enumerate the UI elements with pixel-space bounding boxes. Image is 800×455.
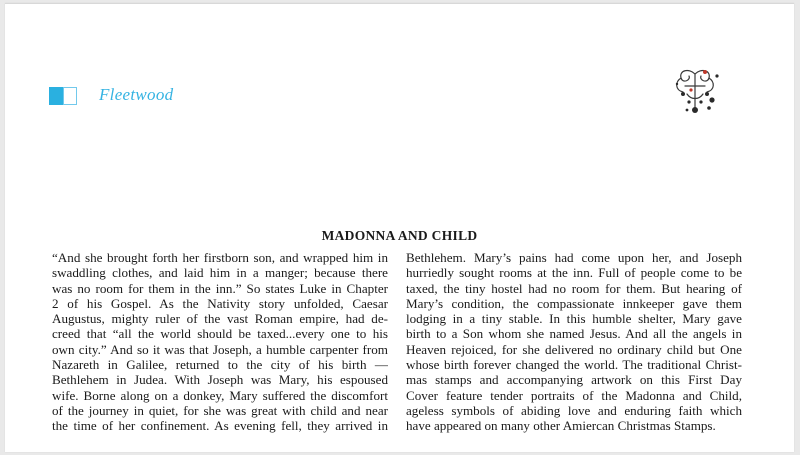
logo-mark-filled: [49, 87, 63, 105]
left-column-line: Augustus, mighty ruler of the vast Roman empire, had de-: [52, 311, 388, 327]
left-column-line: the time of her confinement. As evening fell, they arrived in: [52, 418, 388, 434]
right-column-line: Bethlehem. Mary’s pains had come upon her, and Joseph: [406, 250, 742, 265]
left-column-line: “And she brought forth her firstborn son, and wrapped him in: [52, 250, 388, 265]
article-column-left: [52, 250, 388, 434]
article-column-right: [406, 250, 742, 434]
left-column-line: was no room for them in the inn.” So states Luke in Chapter: [52, 280, 388, 296]
left-column-line: swaddling clothes, and laid him in a manger; because there: [52, 265, 388, 281]
right-column-line: whose birth forever changed the world. The traditional Christ-: [406, 357, 742, 373]
left-column-line: 2 of his Gospel. As the Nativity story unfolded, Caesar: [52, 295, 388, 311]
left-column-line: Bethlehem in Judea. With Joseph was Mary, his espoused: [52, 372, 388, 388]
right-column-line: lodging in a tiny stable. In this humble shelter, Mary gave: [406, 311, 742, 327]
article-title: MADONNA AND CHILD: [321, 228, 478, 243]
right-column-line: have appeared on many other Amiercan Christmas Stamps.: [406, 418, 716, 434]
christmas-ornament-icon: [665, 64, 725, 124]
left-column-line: Nazareth in Galilee, returned to the city of his birth —: [52, 357, 388, 373]
left-column-line: creed that “all the world should be taxed...every one to his: [52, 326, 388, 342]
right-column-line: birth to a Son whom she named Jesus. And all the angels in: [406, 326, 742, 342]
left-column-line: of the journey in quiet, for she was great with child and near: [52, 402, 388, 418]
left-column-line: own city.” And so it was that Joseph, a humble carpenter from: [52, 341, 388, 357]
left-column-line: wife. Borne along on a donkey, Mary suffered the discomfort: [52, 387, 388, 403]
brand-name: Fleetwood: [99, 85, 174, 104]
right-column-line: ageless symbols of abiding love and enduring faith which: [406, 402, 742, 418]
right-column-line: mas stamps and accompanying artwork on this First Day: [406, 372, 742, 388]
logo-mark-outline: [63, 87, 77, 105]
right-column-line: Cover feature tender portraits of the Madonna and Child,: [406, 387, 742, 403]
right-column-line: taxed, the tiny hostel had no room for them. But hearing of: [406, 280, 742, 296]
cover-card: [5, 3, 794, 452]
right-column-line: Mary’s condition, the compassionate innkeeper gave them: [406, 295, 742, 311]
right-column-line: Heaven rejoiced, for she delivered no ordinary child but One: [406, 341, 742, 357]
right-column-line: hurriedly sought rooms at the inn. Full of people come to be: [406, 265, 742, 281]
